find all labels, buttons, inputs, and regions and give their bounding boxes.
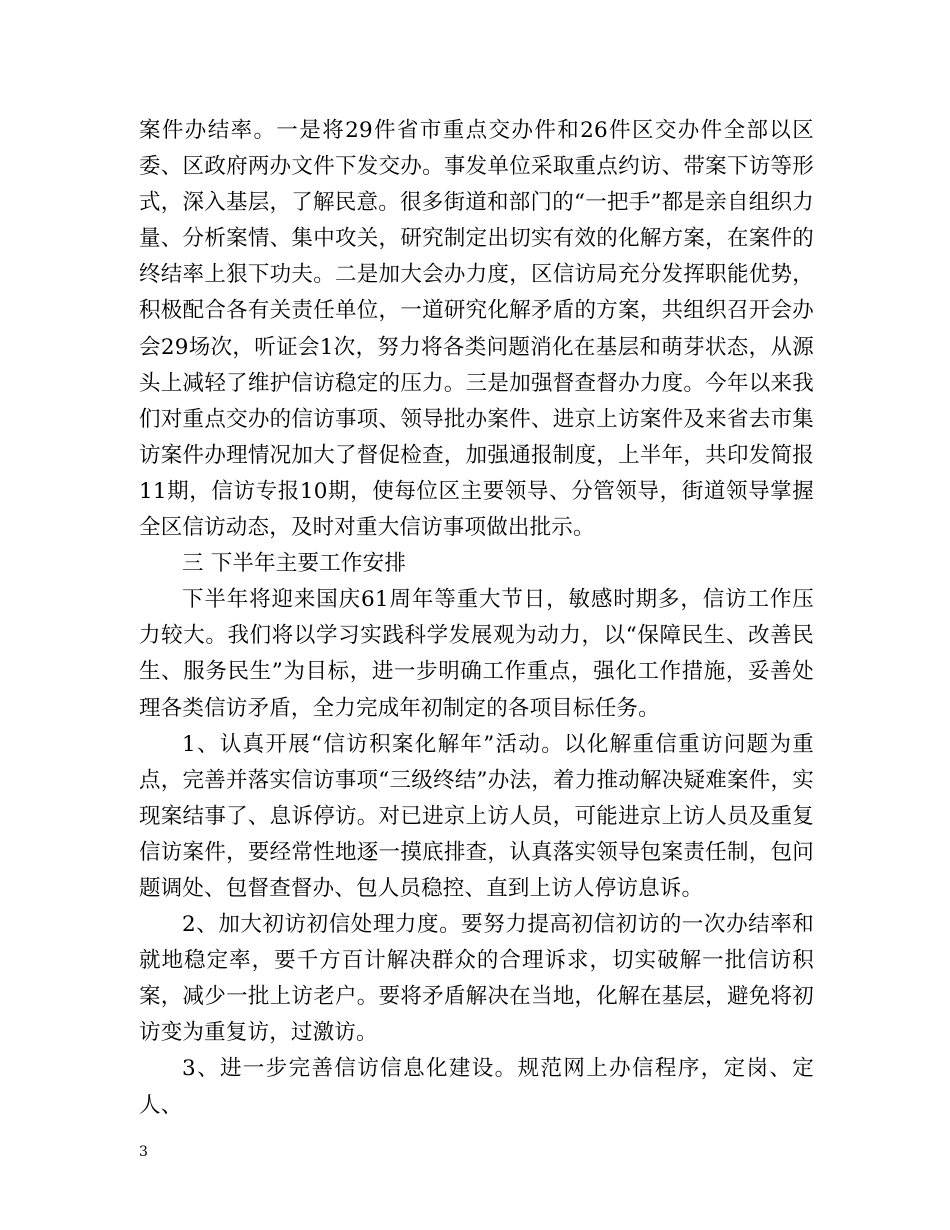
paragraph-item-3: 3、进一步完善信访信息化建设。规范网上办信程序，定岗、定人、 xyxy=(139,1056,814,1118)
paragraph-item-1: 1、认真开展“信访积案化解年”活动。以化解重信重访问题为重点，完善并落实信访事项“三级终结”办法，着力推动解决疑难案件，实现案结事了、息诉停访。对已进京上访人员，可能进京上访人员及重复信访案件，要经常性地逐一摸底排查，认真落实领导包案责任制，包问题调处、包督查督办、包人员稳控、直到上访人停访息诉。 xyxy=(139,731,814,901)
paragraph-item-2: 2、加大初访初信处理力度。要努力提高初信初访的一次办结率和就地稳定率，要千方百计解决群众的合理诉求，切实破解一批信访积案，减少一批上访老户。要将矛盾解决在当地，化解在基层，避免将初访变为重复访，过激访。 xyxy=(139,912,814,1046)
section-heading-second-half-plan: 三 下半年主要工作安排 xyxy=(182,551,407,577)
body-text xyxy=(139,113,814,1124)
paragraph-second-half-intro: 下半年将迎来国庆61周年等重大节日，敏感时期多，信访工作压力较大。我们将以学习实践科学发展观为动力，以“保障民生、改善民生、服务民生”为目标，进一步明确工作重点，强化工作措施，妥善处理各类信访矛盾，全力完成年初制定的各项目标任务。 xyxy=(139,587,814,721)
paragraph-work-results-continued: 案件办结率。一是将29件省市重点交办件和26件区交办件全部以区委、区政府两办文件下发交办。事发单位采取重点约访、带案下访等形式，深入基层，了解民意。很多街道和部门的“一把手”都是亲自组织力量、分析案情、集中攻关，研究制定出切实有效的化解方案，在案件的终结率上狠下功夫。二是加大会办力度，区信访局充分发挥职能优势，积极配合各有关责任单位，一道研究化解矛盾的方案，共组织召开会办会29场次，听证会1次，努力将各类问题消化在基层和萌芽状态，从源头上减轻了维护信访稳定的压力。三是加强督查督办力度。今年以来我们对重点交办的信访事项、领导批办案件、进京上访案件及来省去市集访案件办理情况加大了督促检查，加强通报制度，上半年，共印发简报11期，信访专报10期，使每位区主要领导、分管领导，街道领导掌握全区信访动态，及时对重大信访事项做出批示。 xyxy=(139,118,814,541)
page-number: 3 xyxy=(139,1144,148,1160)
